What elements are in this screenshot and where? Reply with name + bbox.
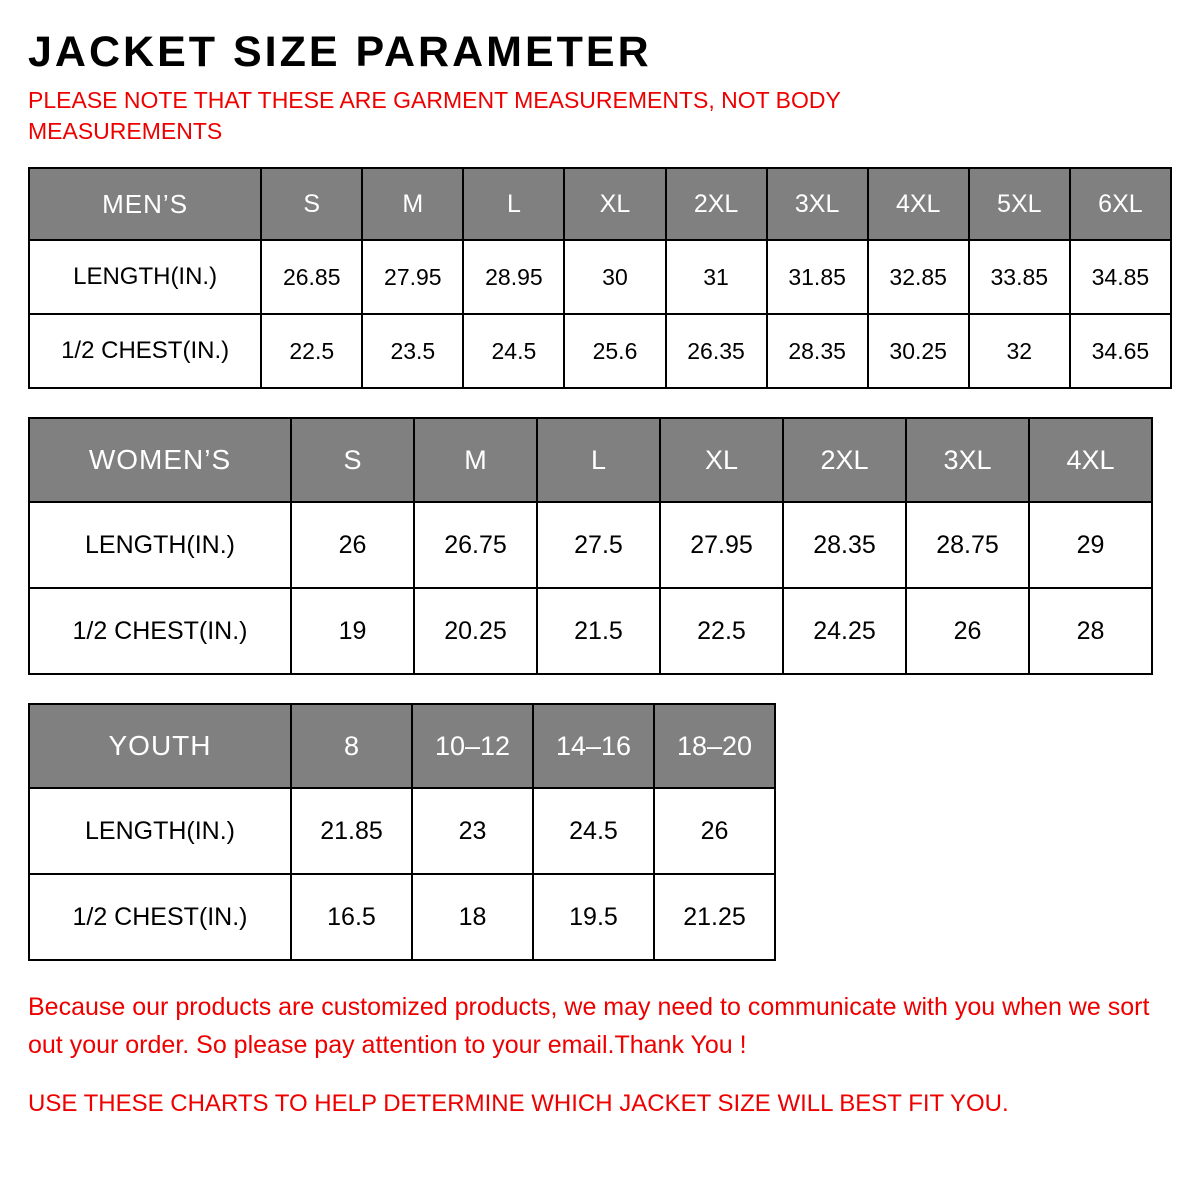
cell: 32.85 bbox=[868, 240, 969, 314]
mens-size-header: 2XL bbox=[666, 168, 767, 240]
cell: 26.85 bbox=[261, 240, 362, 314]
mens-size-header: 5XL bbox=[969, 168, 1070, 240]
cell: 18 bbox=[412, 874, 533, 960]
cell: 27.95 bbox=[660, 502, 783, 588]
cell: 30 bbox=[564, 240, 665, 314]
mens-size-header: L bbox=[463, 168, 564, 240]
cell: 19.5 bbox=[533, 874, 654, 960]
womens-size-header: XL bbox=[660, 418, 783, 502]
mens-size-table bbox=[28, 167, 1172, 389]
womens-size-header: S bbox=[291, 418, 414, 502]
table-row bbox=[29, 502, 1152, 588]
youth-size-header: 10–12 bbox=[412, 704, 533, 788]
measurement-note: PLEASE NOTE THAT THESE ARE GARMENT MEASUREMENTS, NOT BODY MEASUREMENTS bbox=[28, 87, 841, 145]
mens-size-header: S bbox=[261, 168, 362, 240]
cell: 28.75 bbox=[906, 502, 1029, 588]
cell: 23 bbox=[412, 788, 533, 874]
table-header-row bbox=[29, 418, 1152, 502]
table-row bbox=[29, 588, 1152, 674]
cell: 25.6 bbox=[564, 314, 665, 388]
youth-size-header: 14–16 bbox=[533, 704, 654, 788]
row-label: 1/2 CHEST(IN.) bbox=[29, 314, 261, 388]
cell: 26.75 bbox=[414, 502, 537, 588]
cell: 21.85 bbox=[291, 788, 412, 874]
womens-size-header: 4XL bbox=[1029, 418, 1152, 502]
cell: 19 bbox=[291, 588, 414, 674]
table-row bbox=[29, 874, 775, 960]
cell: 24.5 bbox=[533, 788, 654, 874]
cell: 34.65 bbox=[1070, 314, 1171, 388]
cell: 27.5 bbox=[537, 502, 660, 588]
row-label: 1/2 CHEST(IN.) bbox=[29, 874, 291, 960]
youth-size-header: 18–20 bbox=[654, 704, 775, 788]
cell: 32 bbox=[969, 314, 1070, 388]
page-title: JACKET SIZE PARAMETER bbox=[28, 28, 652, 76]
cell: 31.85 bbox=[767, 240, 868, 314]
table-row bbox=[29, 314, 1171, 388]
cell: 21.25 bbox=[654, 874, 775, 960]
cell: 26 bbox=[654, 788, 775, 874]
cell: 16.5 bbox=[291, 874, 412, 960]
womens-size-header: L bbox=[537, 418, 660, 502]
row-label: LENGTH(IN.) bbox=[29, 240, 261, 314]
youth-size-header: 8 bbox=[291, 704, 412, 788]
footer-note-charts: USE THESE CHARTS TO HELP DETERMINE WHICH JACKET SIZE WILL BEST FIT YOU. bbox=[28, 1090, 1009, 1118]
mens-size-header: 3XL bbox=[767, 168, 868, 240]
footer-note-customized: Because our products are customized products, we may need to communicate with you when we sort out your order. So please pay attention to your email.Thank You ! bbox=[28, 993, 1150, 1059]
cell: 22.5 bbox=[660, 588, 783, 674]
cell: 26 bbox=[906, 588, 1029, 674]
cell: 28 bbox=[1029, 588, 1152, 674]
womens-size-header: M bbox=[414, 418, 537, 502]
table-header-row bbox=[29, 168, 1171, 240]
mens-category-label: MEN’S bbox=[29, 168, 261, 240]
cell: 26.35 bbox=[666, 314, 767, 388]
cell: 27.95 bbox=[362, 240, 463, 314]
cell: 28.35 bbox=[783, 502, 906, 588]
cell: 22.5 bbox=[261, 314, 362, 388]
mens-size-header: XL bbox=[564, 168, 665, 240]
table-row bbox=[29, 240, 1171, 314]
table-row bbox=[29, 788, 775, 874]
row-label: LENGTH(IN.) bbox=[29, 788, 291, 874]
mens-size-header: 6XL bbox=[1070, 168, 1171, 240]
table-header-row bbox=[29, 704, 775, 788]
womens-size-header: 3XL bbox=[906, 418, 1029, 502]
youth-category-label: YOUTH bbox=[29, 704, 291, 788]
womens-category-label: WOMEN’S bbox=[29, 418, 291, 502]
cell: 20.25 bbox=[414, 588, 537, 674]
cell: 28.95 bbox=[463, 240, 564, 314]
cell: 23.5 bbox=[362, 314, 463, 388]
cell: 28.35 bbox=[767, 314, 868, 388]
footer-notes bbox=[28, 989, 1168, 1122]
row-label: 1/2 CHEST(IN.) bbox=[29, 588, 291, 674]
youth-size-table bbox=[28, 703, 776, 961]
mens-size-header: M bbox=[362, 168, 463, 240]
cell: 33.85 bbox=[969, 240, 1070, 314]
cell: 31 bbox=[666, 240, 767, 314]
womens-size-header: 2XL bbox=[783, 418, 906, 502]
cell: 24.5 bbox=[463, 314, 564, 388]
cell: 21.5 bbox=[537, 588, 660, 674]
womens-size-table bbox=[28, 417, 1153, 675]
cell: 30.25 bbox=[868, 314, 969, 388]
cell: 26 bbox=[291, 502, 414, 588]
row-label: LENGTH(IN.) bbox=[29, 502, 291, 588]
cell: 24.25 bbox=[783, 588, 906, 674]
mens-size-header: 4XL bbox=[868, 168, 969, 240]
cell: 29 bbox=[1029, 502, 1152, 588]
cell: 34.85 bbox=[1070, 240, 1171, 314]
